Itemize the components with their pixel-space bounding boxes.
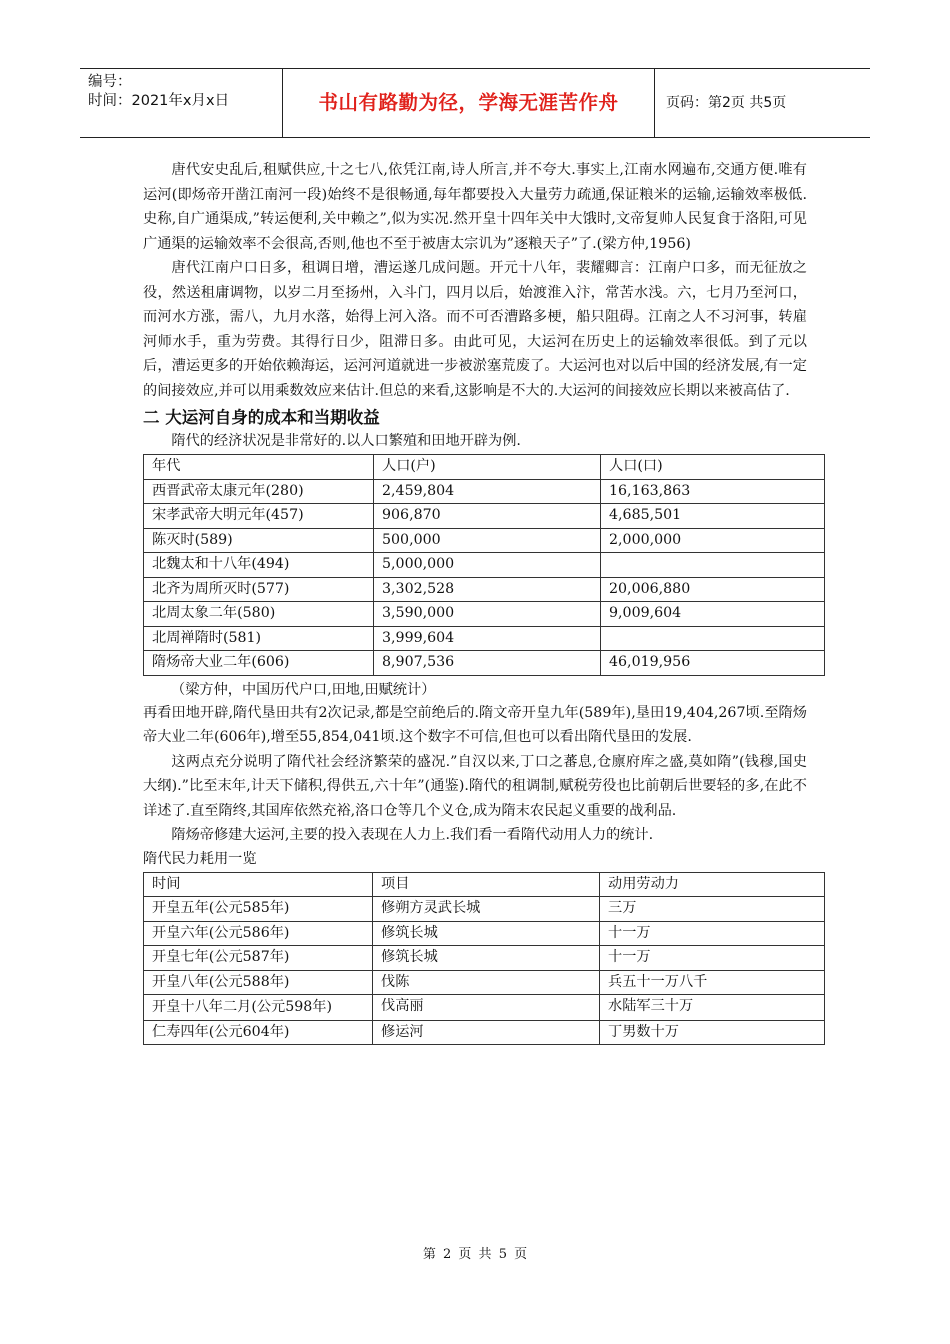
table-cell: 北周太象二年(580): [144, 602, 374, 627]
table-cell: 北魏太和十八年(494): [144, 553, 374, 578]
table-row: [144, 921, 825, 946]
paragraph-2: 唐代江南户口日多，租调日增，漕运遂几成问题。开元十八年，裴耀卿言：江南户口多，而无征放之役，然送租庸调物，以岁二月至扬州，入斗门，四月以后，始渡淮入汴，常苦水浅。六，七月乃至河口，而河水方涨，需八，九月水落，始得上河入洛。而不可否漕路多梗，船只阻碍。江南之人不习河事，转雇河师水手，重为劳费。其得行日少，阻滞日多。由此可见，大运河在历史上的运输效率很低。到了元以后，漕运更多的开始依赖海运，运河河道就进一步被淤塞荒废了。大运河也对以后中国的经济发展,有一定的间接效应,并可以用乘数效应来估计.但总的来看,这影响是不大的.大运河的间接效应长期以来被高估了.: [143, 260, 807, 399]
table-cell: 开皇五年(公元585年): [144, 897, 373, 922]
table-cell: 伐陈: [373, 970, 600, 995]
page-footer: 第 2 页 共 5 页: [422, 1247, 528, 1262]
table-row: [144, 577, 825, 602]
table-cell: 开皇八年(公元588年): [144, 970, 373, 995]
header-motto: 书山有路勤为径，学海无涯苦作舟: [283, 69, 655, 137]
table-cell: 三万: [600, 897, 825, 922]
table-cell: 修朔方灵武长城: [373, 897, 600, 922]
section-heading: 二 大运河自身的成本和当期收益: [143, 408, 380, 427]
table-cell: 隋炀帝大业二年(606): [144, 651, 374, 676]
table-cell: 宋孝武帝大明元年(457): [144, 504, 374, 529]
table-row: [144, 651, 825, 676]
labor-table: [143, 872, 825, 1046]
population-table: [143, 454, 825, 676]
table-cell: 北齐为周所灭时(577): [144, 577, 374, 602]
table1-source: （梁方仲，中国历代户口,田地,田赋统计）: [171, 681, 436, 698]
table-row: [144, 528, 825, 553]
table-cell: 西晋武帝太康元年(280): [144, 479, 374, 504]
table-cell: 修运河: [373, 1020, 600, 1045]
table-cell: 8,907,536: [374, 651, 601, 676]
table-cell: 4,685,501: [601, 504, 825, 529]
table-row: [144, 626, 825, 651]
table-row: [144, 970, 825, 995]
table-cell: 3,590,000: [374, 602, 601, 627]
table-cell: 北周禅隋时(581): [144, 626, 374, 651]
table-cell: 十一万: [600, 921, 825, 946]
table-row: [144, 479, 825, 504]
table-header-row: [144, 455, 825, 480]
table-cell: 水陆军三十万: [600, 995, 825, 1021]
table-cell: 丁男数十万: [600, 1020, 825, 1045]
table-cell: 修筑长城: [373, 921, 600, 946]
table-cell: 9,009,604: [601, 602, 825, 627]
table-cell: 3,999,604: [374, 626, 601, 651]
table-header-cell: 项目: [373, 872, 600, 897]
table-cell: 开皇七年(公元587年): [144, 946, 373, 971]
header-page-info: 页码：第2页 共5页: [666, 95, 787, 111]
table-header-cell: 人口(户): [374, 455, 601, 480]
table-row: [144, 504, 825, 529]
table-header-cell: 动用劳动力: [600, 872, 825, 897]
table2-caption: 隋代民力耗用一览: [143, 850, 257, 867]
table-cell: 开皇十八年二月(公元598年): [144, 995, 373, 1021]
header-number-label: 编号：: [88, 74, 132, 90]
header-time-label: 时间：2021年x月x日: [88, 93, 230, 109]
table-header-cell: 时间: [144, 872, 373, 897]
paragraph-3: 再看田地开辟,隋代垦田共有2次记录,都是空前绝后的.隋文帝开皇九年(589年),垦田19,404,267顷.至隋炀帝大业二年(606年),增至55,854,041顷.这个数字不可信,但也可以看出隋代垦田的发展.: [143, 704, 807, 745]
table-cell: 十一万: [600, 946, 825, 971]
table1-intro: 隋代的经济状况是非常好的.以人口繁殖和田地开辟为例.: [171, 433, 521, 449]
table-cell: 陈灭时(589): [144, 528, 374, 553]
table-cell: 3,302,528: [374, 577, 601, 602]
table-cell: 20,006,880: [601, 577, 825, 602]
table-cell: 仁寿四年(公元604年): [144, 1020, 373, 1045]
table-row: [144, 897, 825, 922]
header-meta: [80, 69, 283, 137]
page-header: [80, 68, 870, 138]
table-row: [144, 946, 825, 971]
table-cell: 2,000,000: [601, 528, 825, 553]
table-row: [144, 553, 825, 578]
table-header-cell: 人口(口): [601, 455, 825, 480]
table-cell: 开皇六年(公元586年): [144, 921, 373, 946]
table-row: [144, 602, 825, 627]
paragraph-5: 隋炀帝修建大运河,主要的投入表现在人力上.我们看一看隋代动用人力的统计.: [171, 827, 654, 843]
table-cell: 5,000,000: [374, 553, 601, 578]
table-cell: 兵五十一万八千: [600, 970, 825, 995]
table-header-cell: 年代: [144, 455, 374, 480]
table-cell: 906,870: [374, 504, 601, 529]
table-cell: 500,000: [374, 528, 601, 553]
table-cell: 修筑长城: [373, 946, 600, 971]
paragraph-1: 唐代安史乱后,租赋供应,十之七八,依凭江南,诗人所言,并不夸大.事实上,江南水网遍布,交通方便.唯有运河(即炀帝开凿江南河一段)始终不是很畅通,每年都要投入大量劳力疏通,保证粮米的运输,运输效率极低.史称,自广通渠成,”转运便利,关中赖之”,似为实况.然开皇十四年关中大饿时,文帝复帅人民复食于洛阳,可见广通渠的运输效率不会很高,否则,他也不至于被唐太宗讥为”逐粮天子”了.(梁方仲,1956): [143, 162, 807, 252]
table-cell: 46,019,956: [601, 651, 825, 676]
table-header-row: [144, 872, 825, 897]
table-cell: 16,163,863: [601, 479, 825, 504]
document-body: [143, 158, 807, 1048]
table-cell: 2,459,804: [374, 479, 601, 504]
paragraph-4: 这两点充分说明了隋代社会经济繁荣的盛况.”自汉以来,丁口之蕃息,仓廪府库之盛,莫如隋”(钱穆,国史大纲).”比至末年,计天下储积,得供五,六十年”(通鉴).隋代的租调制,赋税劳役也比前朝后世要轻的多,在此不详述了.直至隋终,其国库依然充裕,洛口仓等几个义仓,成为隋末农民起义重要的战利品.: [143, 753, 807, 819]
table-cell: 伐高丽: [373, 995, 600, 1021]
table-cell: [601, 626, 825, 651]
table-row: [144, 1020, 825, 1045]
table-row: [144, 995, 825, 1021]
table-cell: [601, 553, 825, 578]
